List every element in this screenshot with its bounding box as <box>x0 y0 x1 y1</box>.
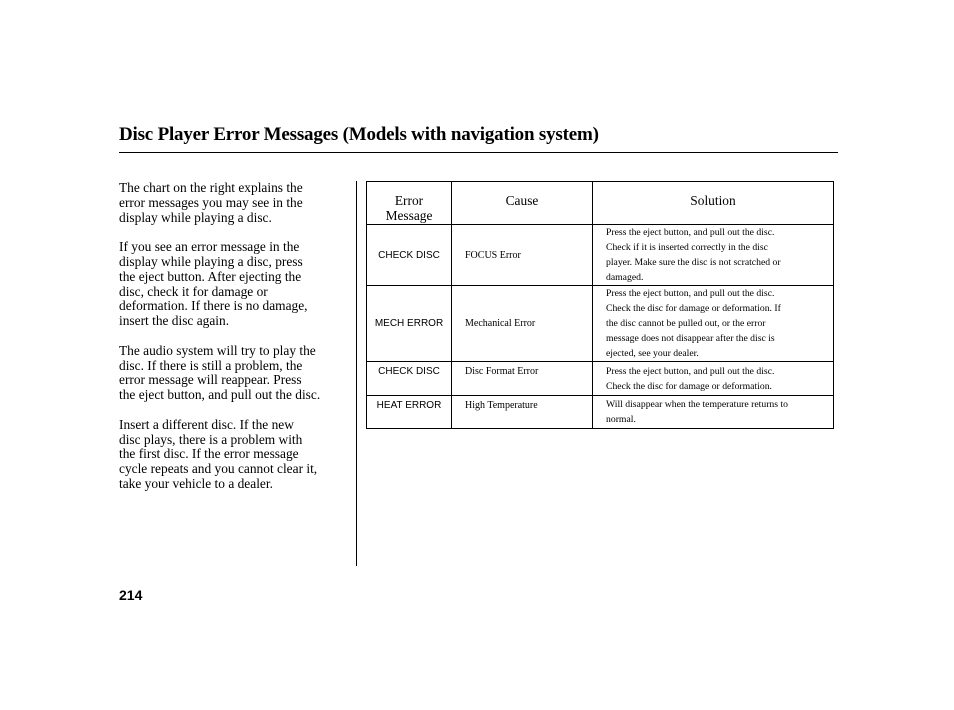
table-row <box>367 362 834 396</box>
error-message-cell: CHECK DISC <box>367 225 452 286</box>
column-divider <box>356 181 357 566</box>
table-row <box>367 396 834 429</box>
page-title: Disc Player Error Messages (Models with navigation system) <box>119 124 599 145</box>
error-message-cell: CHECK DISC <box>367 362 452 396</box>
solution-cell: Press the eject button, and pull out the disc. Check the disc for damage or deformation. <box>593 362 834 396</box>
intro-text <box>119 181 355 507</box>
solution-cell: Press the eject button, and pull out the disc. Check if it is inserted correctly in the disc player. Make sure the disc is not scratched or damaged. <box>593 225 834 286</box>
solution-cell: Will disappear when the temperature returns to normal. <box>593 396 834 429</box>
cause-cell: FOCUS Error <box>452 225 593 286</box>
intro-paragraph: Insert a different disc. If the new disc plays, there is a problem with the first disc. If the error message cycle repeats and you cannot clear it, take your vehicle to a dealer. <box>119 416 318 491</box>
cause-cell: Disc Format Error <box>452 362 593 396</box>
error-message-table <box>366 181 834 429</box>
title-divider <box>119 152 838 153</box>
table-header-row <box>367 182 834 225</box>
header-cause: Cause <box>452 182 593 225</box>
cause-cell: High Temperature <box>452 396 593 429</box>
error-message-cell: HEAT ERROR <box>367 396 452 429</box>
header-solution: Solution <box>593 182 834 225</box>
table-row <box>367 225 834 286</box>
cause-cell: Mechanical Error <box>452 286 593 362</box>
table-row <box>367 286 834 362</box>
header-error-message <box>367 182 452 225</box>
intro-paragraph: The chart on the right explains the error messages you may see in the display while playing a disc. <box>119 180 303 225</box>
error-message-cell: MECH ERROR <box>367 286 452 362</box>
page-number: 214 <box>119 587 143 603</box>
intro-paragraph: The audio system will try to play the disc. If there is still a problem, the error message will reappear. Press the eject button, and pull out the disc. <box>119 342 321 403</box>
intro-paragraph: If you see an error message in the display while playing a disc, press the eject button. After ejecting the disc, check it for damage or deformation. If there is no damage, insert the disc again. <box>119 239 308 329</box>
solution-cell: Press the eject button, and pull out the disc. Check the disc for damage or deformation. If the disc cannot be pulled out, or the error message does not disappear after the disc is ejected, see your dealer. <box>593 286 834 362</box>
header-error-message-label: Error Message <box>385 193 433 223</box>
